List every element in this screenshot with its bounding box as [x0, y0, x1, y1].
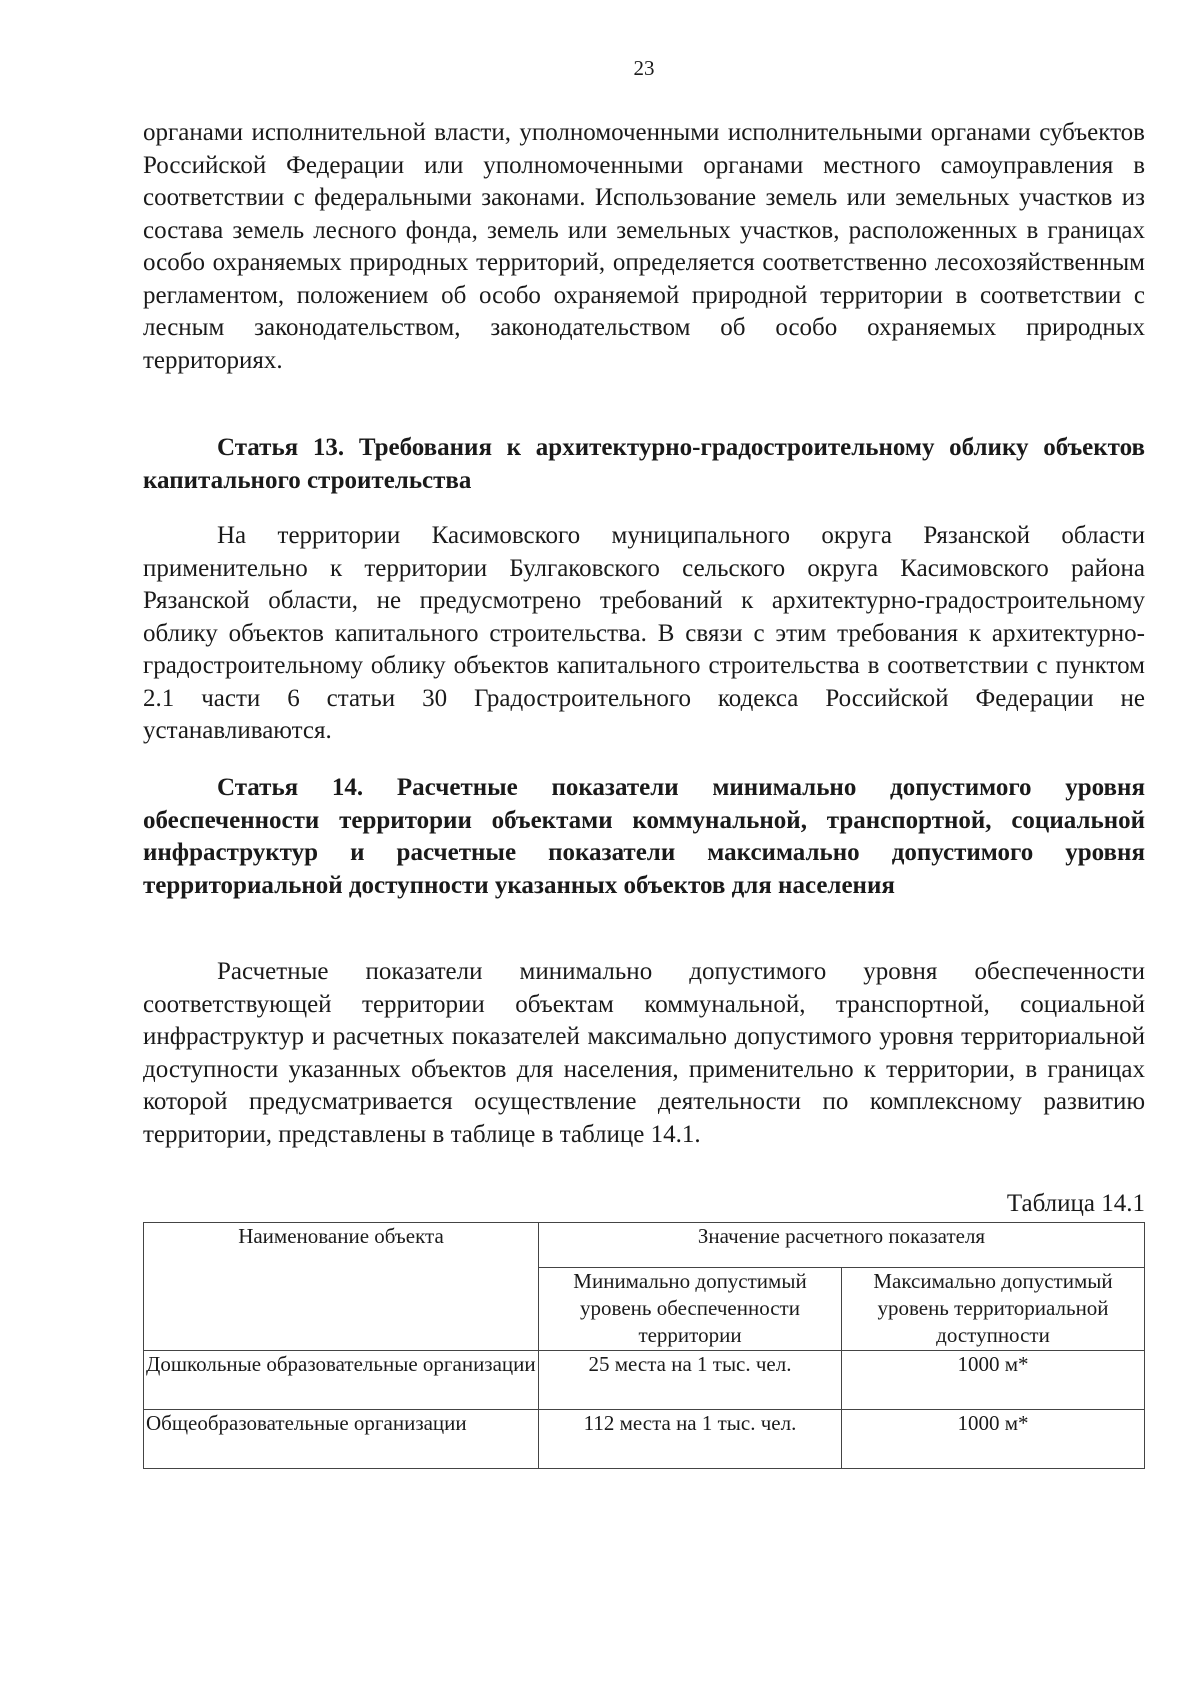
row-min-value: 25 места на 1 тыс. чел.: [539, 1351, 842, 1410]
article-13-heading: Статья 13. Требования к архитектурно-градостроительному облику объектов капитального строительства: [143, 434, 1145, 494]
row-max-value: 1000 м*: [842, 1410, 1145, 1469]
table-row: [144, 1410, 1145, 1469]
page-number: 23: [633, 56, 655, 80]
header-max-level: Максимально допустимый уровень территориальной доступности: [842, 1268, 1145, 1351]
table-caption: Таблица 14.1: [1006, 1190, 1145, 1217]
row-max-value: 1000 м*: [842, 1351, 1145, 1410]
paragraph-land-use: органами исполнительной власти, уполномоченными исполнительными органами субъектов Российской Федерации или уполномоченными органами местного самоуправления в соответствии с федеральными законами. Использование земель или земельных участков из состава земель лесного фонда, земель или земельных участков, расположенных в границах особо охраняемых природных территорий, определяется соответственно лесохозяйственным регламентом, положением об особо охраняемой природной территории в соответствии с лесным законодательством, законодательством об особо охраняемых природных территориях.: [143, 119, 1145, 374]
indicators-table: [143, 1222, 1145, 1469]
row-object-name: Дошкольные образовательные организации: [144, 1351, 539, 1410]
header-object-name: Наименование объекта: [144, 1223, 539, 1351]
article-13-text: На территории Касимовского муниципального округа Рязанской области применительно к территории Булгаковского сельского округа Касимовского района Рязанской области, не предусмотрено требований к архитектурно-градостроительному облику объектов капитального строительства. В связи с этим требования к архитектурно-градостроительному облику объектов капитального строительства в соответствии с пунктом 2.1 части 6 статьи 30 Градостроительного кодекса Российской Федерации не устанавливаются.: [143, 522, 1145, 744]
article-14-heading: Статья 14. Расчетные показатели минимально допустимого уровня обеспеченности территории объектами коммунальной, транспортной, социальной инфраструктур и расчетные показатели максимально допустимого уровня территориальной доступности указанных объектов для населения: [143, 774, 1145, 899]
article-14-text: Расчетные показатели минимально допустимого уровня обеспеченности соответствующей территории объектам коммунальной, транспортной, социальной инфраструктур и расчетных показателей максимально допустимого уровня территориальной доступности указанных объектов для населения, применительно к территории, в границах которой предусматривается осуществление деятельности по комплексному развитию территории, представлены в таблице в таблице 14.1.: [143, 958, 1145, 1148]
row-object-name: Общеобразовательные организации: [144, 1410, 539, 1469]
row-min-value: 112 места на 1 тыс. чел.: [539, 1410, 842, 1469]
table-row: [144, 1351, 1145, 1410]
header-min-level: Минимально допустимый уровень обеспеченности территории: [539, 1268, 842, 1351]
header-indicator-value: Значение расчетного показателя: [539, 1223, 1145, 1268]
